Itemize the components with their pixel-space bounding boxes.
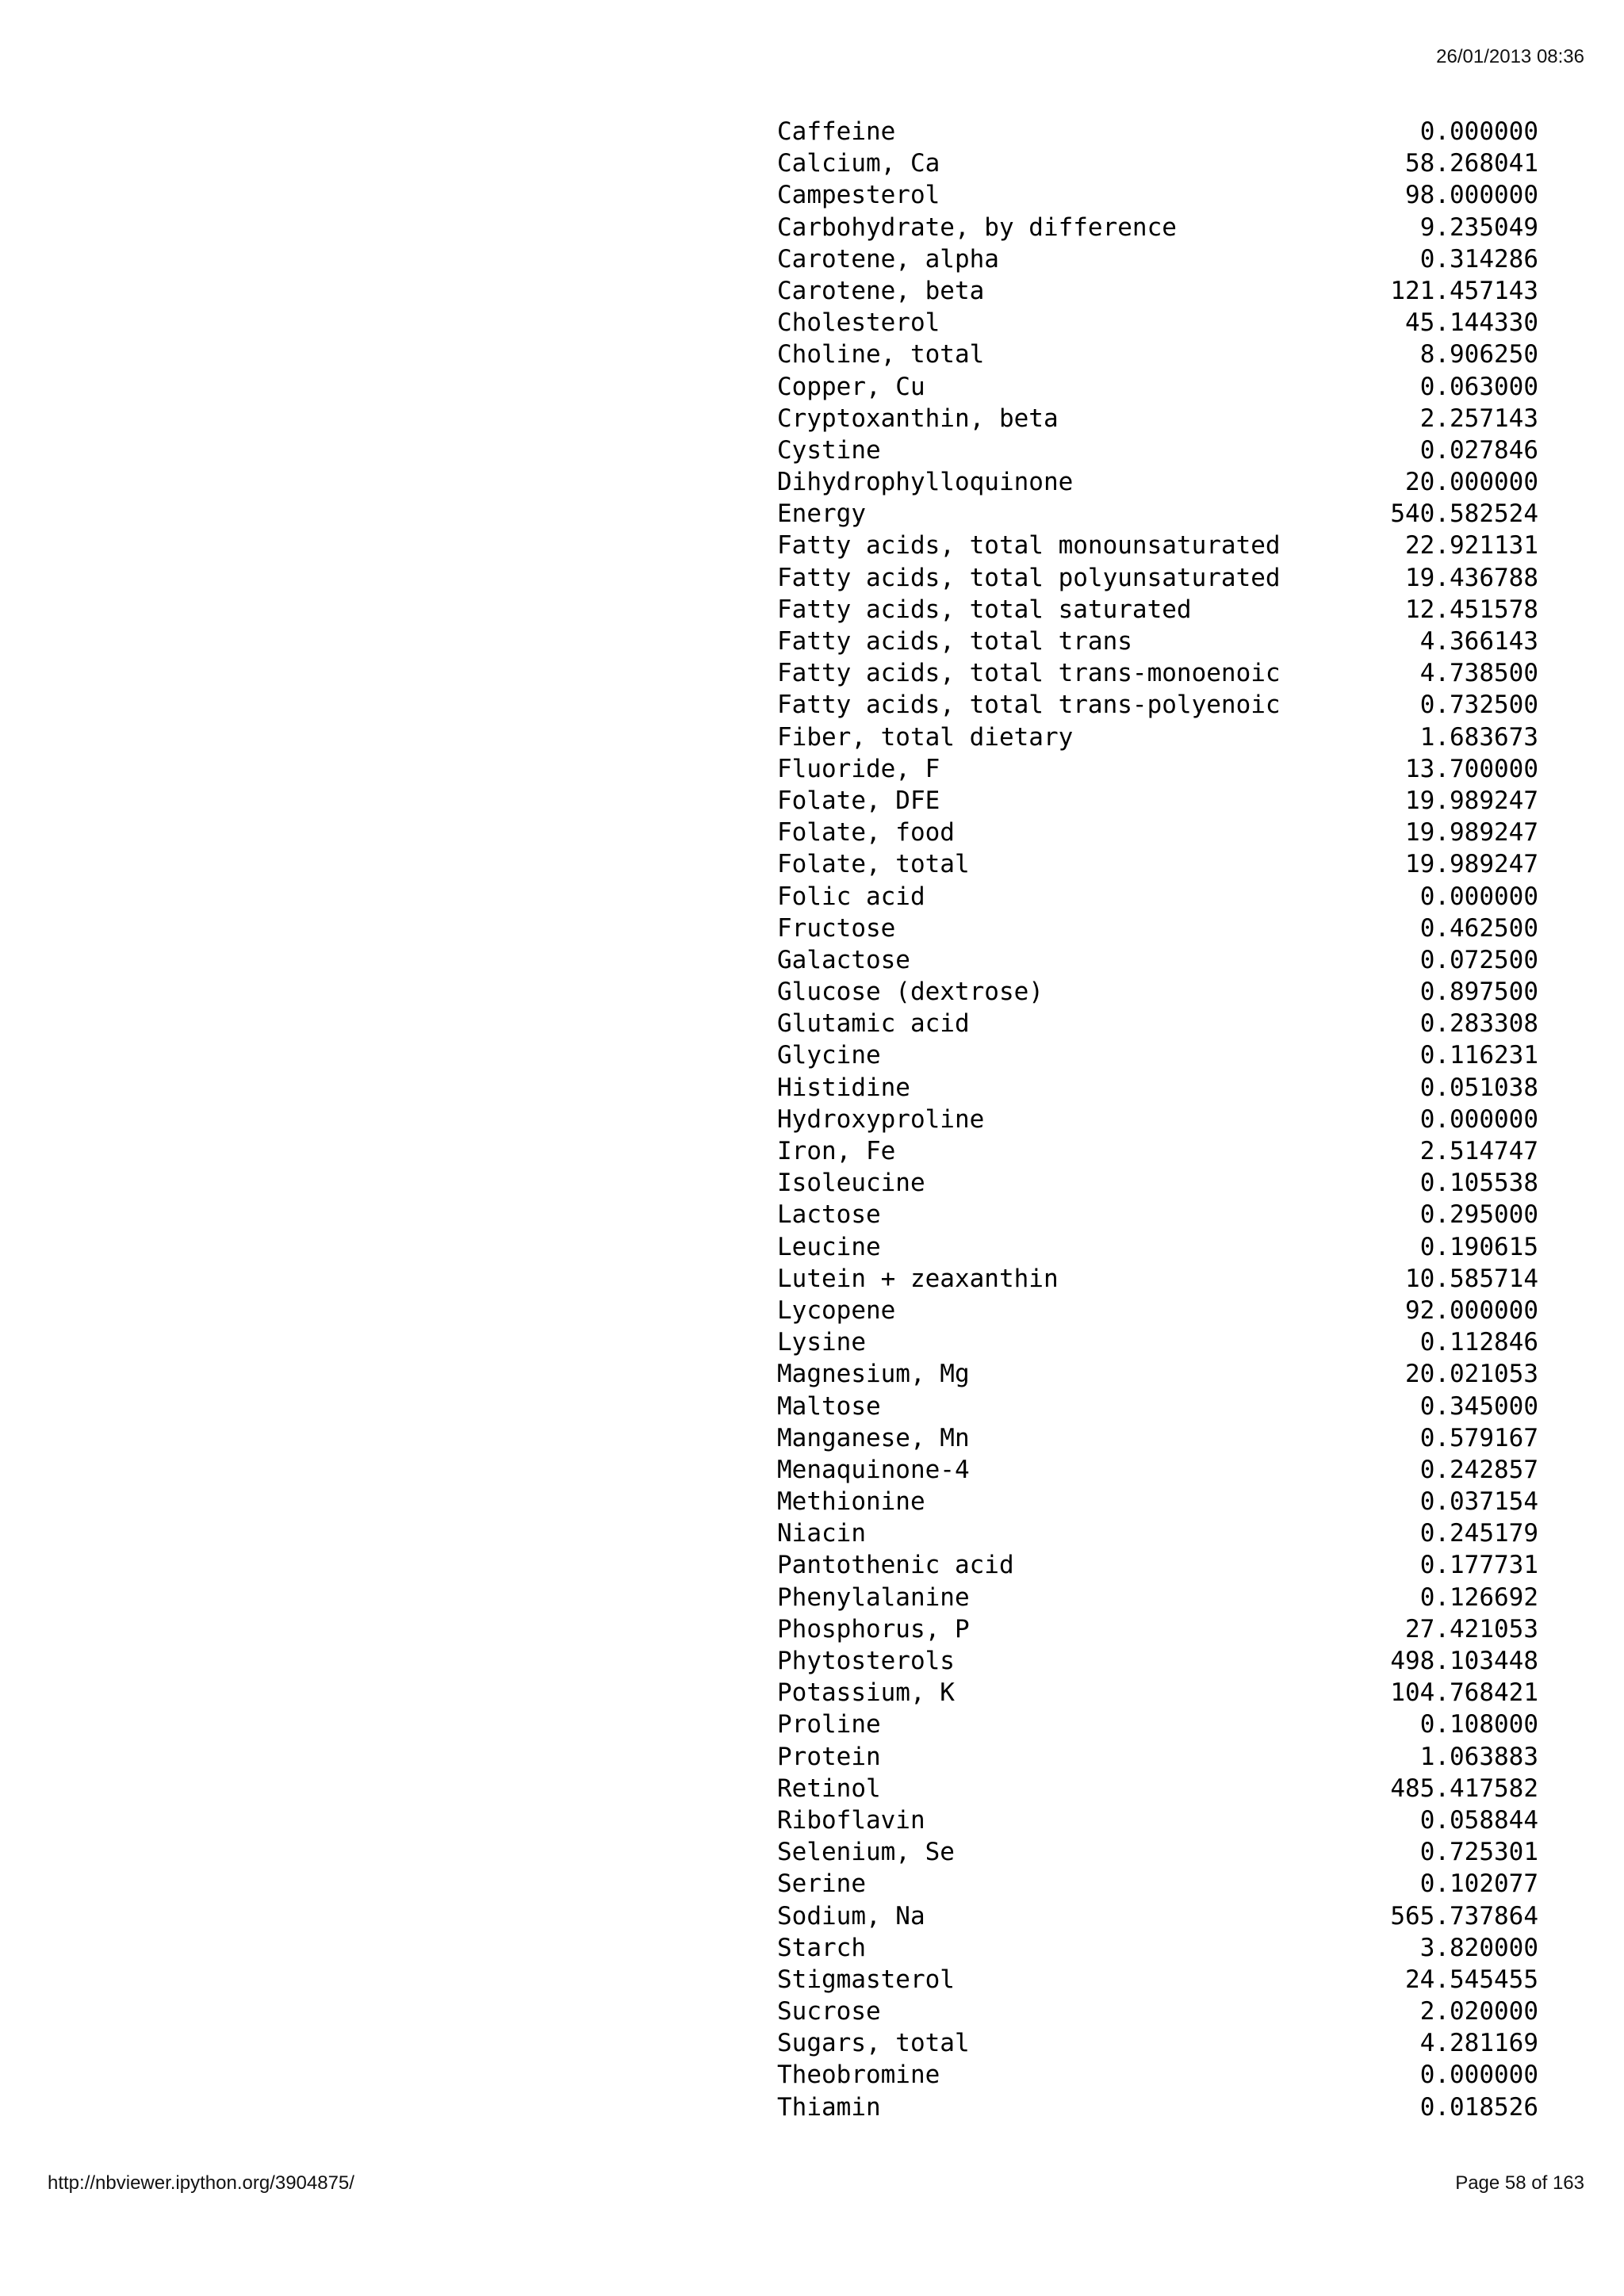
nutrient-name: Glutamic acid	[777, 1009, 970, 1039]
nutrient-name: Cholesterol	[777, 308, 940, 338]
nutrient-value: 19.436788	[1405, 563, 1538, 592]
nutrient-value: 58.268041	[1405, 149, 1538, 178]
nutrient-name: Folate, total	[777, 850, 970, 879]
nutrient-name: Fatty acids, total trans	[777, 627, 1132, 656]
nutrient-name: Phytosterols	[777, 1647, 955, 1675]
nutrient-value: 0.314286	[1419, 244, 1538, 274]
table-row	[777, 530, 1538, 561]
nutrient-value: 0.462500	[1419, 913, 1538, 943]
nutrient-table	[777, 116, 1538, 2123]
nutrient-name: Menaquinone-4	[777, 1455, 970, 1484]
table-row	[777, 1868, 1538, 1900]
nutrient-value: 0.190615	[1419, 1232, 1538, 1261]
table-row	[777, 1422, 1538, 1454]
nutrient-name: Folic acid	[777, 882, 925, 911]
table-row	[777, 1358, 1538, 1390]
print-datetime: 26/01/2013 08:36	[1436, 46, 1584, 67]
table-row	[777, 1295, 1538, 1326]
table-row	[777, 212, 1538, 243]
nutrient-value: 24.545455	[1405, 1965, 1538, 1994]
nutrient-value: 0.063000	[1419, 372, 1538, 401]
table-row	[777, 1900, 1538, 1932]
nutrient-name: Potassium, K	[777, 1678, 955, 1708]
nutrient-value: 0.283308	[1419, 1009, 1538, 1039]
nutrient-value: 0.112846	[1419, 1328, 1538, 1357]
nutrient-name: Fatty acids, total polyunsaturated	[777, 563, 1281, 592]
nutrient-value: 0.000000	[1419, 2061, 1538, 2090]
table-row	[777, 2059, 1538, 2091]
table-row	[777, 498, 1538, 530]
nutrient-name: Fatty acids, total monounsaturated	[777, 531, 1281, 561]
table-row	[777, 1645, 1538, 1677]
nutrient-name: Leucine	[777, 1232, 881, 1261]
nutrient-value: 0.105538	[1419, 1169, 1538, 1198]
table-row	[777, 657, 1538, 689]
table-row	[777, 1391, 1538, 1422]
nutrient-value: 13.700000	[1405, 754, 1538, 783]
nutrient-name: Sodium, Na	[777, 1901, 925, 1931]
nutrient-value: 0.108000	[1419, 1710, 1538, 1739]
nutrient-value: 0.027846	[1419, 435, 1538, 465]
nutrient-name: Fatty acids, total saturated	[777, 595, 1192, 624]
nutrient-value: 0.177731	[1419, 1551, 1538, 1580]
nutrient-name: Lutein + zeaxanthin	[777, 1264, 1059, 1293]
nutrient-value: 0.725301	[1419, 1838, 1538, 1867]
table-row	[777, 785, 1538, 817]
table-row	[777, 179, 1538, 211]
table-row	[777, 1549, 1538, 1581]
nutrient-value: 4.281169	[1419, 2029, 1538, 2058]
nutrient-value: 19.989247	[1405, 850, 1538, 879]
nutrient-name: Glycine	[777, 1041, 881, 1070]
nutrient-name: Fatty acids, total trans-polyenoic	[777, 691, 1281, 720]
nutrient-name: Isoleucine	[777, 1169, 925, 1198]
table-row	[777, 1326, 1538, 1358]
nutrient-value: 4.366143	[1419, 627, 1538, 656]
table-row	[777, 403, 1538, 434]
nutrient-name: Iron, Fe	[777, 1137, 896, 1165]
nutrient-name: Dihydrophylloquinone	[777, 468, 1074, 497]
nutrient-name: Sugars, total	[777, 2029, 970, 2058]
nutrient-value: 0.295000	[1419, 1200, 1538, 1230]
table-row	[777, 753, 1538, 785]
table-row	[777, 371, 1538, 403]
nutrient-value: 0.000000	[1419, 117, 1538, 146]
table-row	[777, 1039, 1538, 1071]
nutrient-value: 0.732500	[1419, 691, 1538, 720]
nutrient-name: Thiamin	[777, 2092, 881, 2122]
nutrient-value: 0.018526	[1419, 2092, 1538, 2122]
nutrient-name: Energy	[777, 499, 866, 529]
nutrient-value: 19.989247	[1405, 786, 1538, 815]
nutrient-name: Caffeine	[777, 117, 896, 146]
nutrient-value: 19.989247	[1405, 818, 1538, 848]
table-row	[777, 1135, 1538, 1167]
table-row	[777, 1008, 1538, 1039]
nutrient-name: Pantothenic acid	[777, 1551, 1014, 1580]
nutrient-value: 2.020000	[1419, 1997, 1538, 2026]
nutrient-name: Methionine	[777, 1487, 925, 1517]
table-row	[777, 594, 1538, 626]
nutrient-value: 0.345000	[1419, 1391, 1538, 1421]
nutrient-name: Cryptoxanthin, beta	[777, 404, 1059, 433]
table-row	[777, 275, 1538, 307]
nutrient-name: Sucrose	[777, 1997, 881, 2026]
nutrient-value: 8.906250	[1419, 340, 1538, 369]
table-row	[777, 1932, 1538, 1964]
nutrient-value: 540.582524	[1390, 499, 1538, 529]
nutrient-name: Folate, food	[777, 818, 955, 848]
nutrient-name: Carbohydrate, by difference	[777, 212, 1177, 242]
nutrient-value: 0.116231	[1419, 1041, 1538, 1070]
nutrient-name: Serine	[777, 1869, 866, 1899]
table-row	[777, 1804, 1538, 1836]
nutrient-name: Fructose	[777, 913, 896, 943]
nutrient-value: 27.421053	[1405, 1614, 1538, 1644]
nutrient-value: 20.000000	[1405, 468, 1538, 497]
nutrient-name: Folate, DFE	[777, 786, 940, 815]
table-row	[777, 339, 1538, 370]
nutrient-value: 1.063883	[1419, 1742, 1538, 1771]
nutrient-name: Stigmasterol	[777, 1965, 955, 1994]
nutrient-name: Calcium, Ca	[777, 149, 940, 178]
nutrient-name: Carotene, beta	[777, 276, 985, 305]
table-row	[777, 307, 1538, 339]
nutrient-value: 0.058844	[1419, 1805, 1538, 1835]
table-row	[777, 116, 1538, 147]
nutrient-value: 0.897500	[1419, 978, 1538, 1007]
table-row	[777, 1741, 1538, 1773]
table-row	[777, 721, 1538, 753]
table-row	[777, 1454, 1538, 1486]
nutrient-name: Proline	[777, 1710, 881, 1739]
nutrient-name: Phenylalanine	[777, 1582, 970, 1612]
table-row	[777, 848, 1538, 880]
table-row	[777, 466, 1538, 498]
nutrient-value: 3.820000	[1419, 1933, 1538, 1962]
nutrient-name: Lycopene	[777, 1295, 896, 1325]
table-row	[777, 2027, 1538, 2059]
nutrient-value: 9.235049	[1419, 212, 1538, 242]
table-row	[777, 562, 1538, 594]
print-footer-page-number: Page 58 of 163	[1455, 2172, 1584, 2194]
nutrient-value: 22.921131	[1405, 531, 1538, 561]
nutrient-name: Copper, Cu	[777, 372, 925, 401]
nutrient-name: Selenium, Se	[777, 1838, 955, 1867]
nutrient-name: Fiber, total dietary	[777, 722, 1074, 752]
nutrient-value: 2.257143	[1419, 404, 1538, 433]
nutrient-value: 0.000000	[1419, 882, 1538, 911]
table-row	[777, 1582, 1538, 1613]
nutrient-name: Histidine	[777, 1073, 910, 1102]
nutrient-value: 12.451578	[1405, 595, 1538, 624]
nutrient-name: Galactose	[777, 945, 910, 974]
nutrient-name: Phosphorus, P	[777, 1614, 970, 1644]
table-row	[777, 626, 1538, 657]
nutrient-name: Magnesium, Mg	[777, 1360, 970, 1389]
nutrient-value: 0.579167	[1419, 1423, 1538, 1452]
table-row	[777, 434, 1538, 466]
nutrient-name: Fluoride, F	[777, 754, 940, 783]
nutrient-name: Carotene, alpha	[777, 244, 999, 274]
nutrient-value: 0.126692	[1419, 1582, 1538, 1612]
table-row	[777, 1613, 1538, 1645]
nutrient-name: Manganese, Mn	[777, 1423, 970, 1452]
table-row	[777, 817, 1538, 848]
table-row	[777, 1677, 1538, 1709]
table-row	[777, 1996, 1538, 2027]
nutrient-value: 0.102077	[1419, 1869, 1538, 1899]
table-row	[777, 1773, 1538, 1804]
nutrient-value: 104.768421	[1390, 1678, 1538, 1708]
nutrient-name: Protein	[777, 1742, 881, 1771]
table-row	[777, 689, 1538, 721]
table-row	[777, 1709, 1538, 1740]
nutrient-name: Fatty acids, total trans-monoenoic	[777, 659, 1281, 688]
nutrient-value: 565.737864	[1390, 1901, 1538, 1931]
nutrient-value: 0.072500	[1419, 945, 1538, 974]
table-row	[777, 913, 1538, 944]
table-row	[777, 1104, 1538, 1135]
table-row	[777, 881, 1538, 913]
nutrient-value: 2.514747	[1419, 1137, 1538, 1165]
nutrient-name: Lysine	[777, 1328, 866, 1357]
table-row	[777, 1199, 1538, 1230]
nutrient-value: 20.021053	[1405, 1360, 1538, 1389]
table-row	[777, 1167, 1538, 1199]
nutrient-value: 10.585714	[1405, 1264, 1538, 1293]
nutrient-value: 45.144330	[1405, 308, 1538, 338]
nutrient-name: Lactose	[777, 1200, 881, 1230]
table-row	[777, 1486, 1538, 1517]
nutrient-name: Theobromine	[777, 2061, 940, 2090]
table-row	[777, 243, 1538, 275]
nutrient-value: 0.000000	[1419, 1104, 1538, 1134]
nutrient-value: 4.738500	[1419, 659, 1538, 688]
nutrient-name: Hydroxyproline	[777, 1104, 985, 1134]
table-row	[777, 1517, 1538, 1549]
nutrient-value: 1.683673	[1419, 722, 1538, 752]
nutrient-value: 0.245179	[1419, 1519, 1538, 1548]
print-footer-url: http://nbviewer.ipython.org/3904875/	[48, 2172, 354, 2194]
nutrient-value: 0.242857	[1419, 1455, 1538, 1484]
table-row	[777, 147, 1538, 179]
table-row	[777, 1263, 1538, 1295]
table-row	[777, 976, 1538, 1008]
nutrient-name: Campesterol	[777, 181, 940, 210]
nutrient-value: 121.457143	[1390, 276, 1538, 305]
nutrient-name: Choline, total	[777, 340, 985, 369]
table-row	[777, 1231, 1538, 1263]
nutrient-value: 485.417582	[1390, 1774, 1538, 1803]
nutrient-value: 498.103448	[1390, 1647, 1538, 1675]
nutrient-value: 0.037154	[1419, 1487, 1538, 1517]
nutrient-name: Glucose (dextrose)	[777, 978, 1044, 1007]
table-row	[777, 1072, 1538, 1104]
nutrient-name: Niacin	[777, 1519, 866, 1548]
nutrient-name: Retinol	[777, 1774, 881, 1803]
table-row	[777, 2091, 1538, 2123]
nutrient-value: 0.051038	[1419, 1073, 1538, 1102]
nutrient-name: Maltose	[777, 1391, 881, 1421]
table-row	[777, 1964, 1538, 1996]
nutrient-value: 92.000000	[1405, 1295, 1538, 1325]
nutrient-name: Riboflavin	[777, 1805, 925, 1835]
table-row	[777, 1836, 1538, 1868]
nutrient-name: Cystine	[777, 435, 881, 465]
table-row	[777, 944, 1538, 976]
nutrient-name: Starch	[777, 1933, 866, 1962]
nutrient-value: 98.000000	[1405, 181, 1538, 210]
